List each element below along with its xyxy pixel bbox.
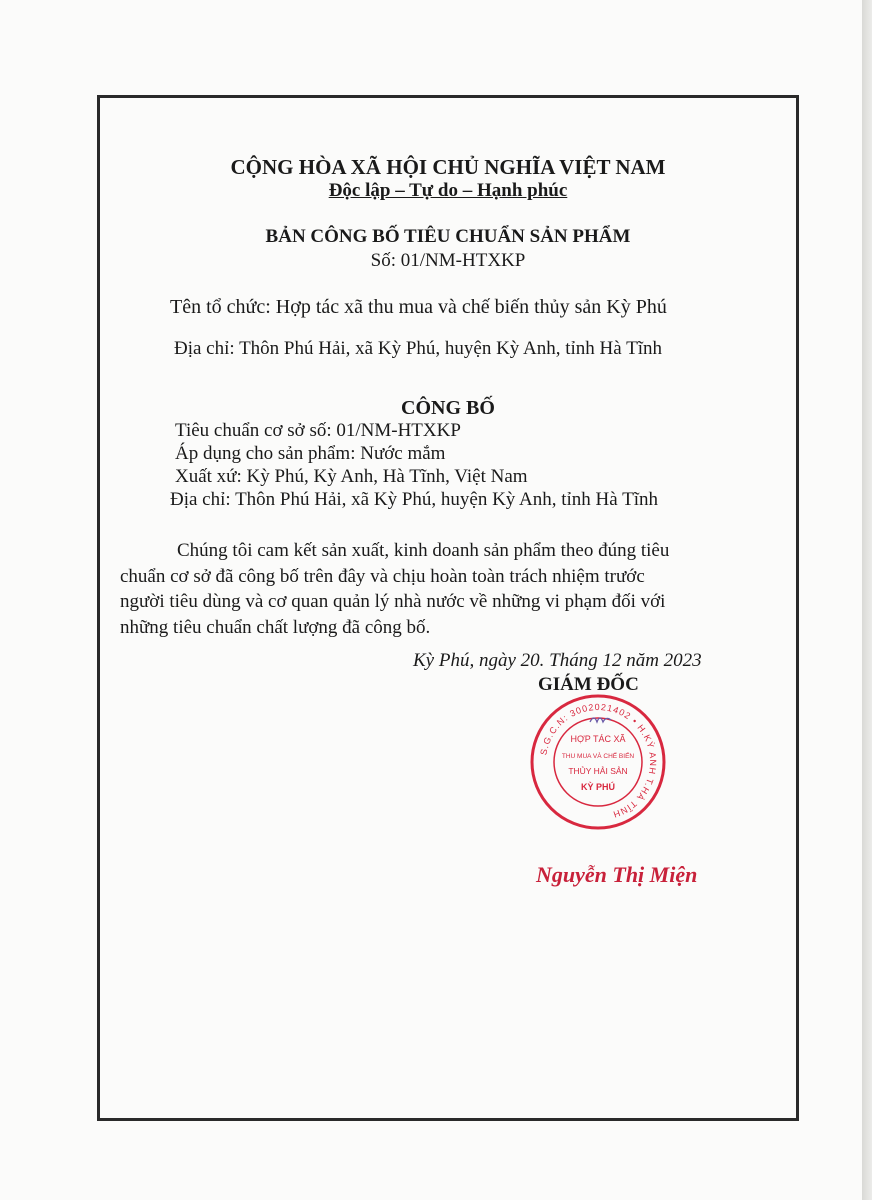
seal-line: KỲ PHÚ xyxy=(580,782,616,792)
seal-line: HỢP TÁC XÃ xyxy=(570,734,626,744)
organization-address: Địa chỉ: Thôn Phú Hải, xã Kỳ Phú, huyện Kỳ Anh, tỉnh Hà Tĩnh xyxy=(174,338,662,359)
announcement-heading: CÔNG BỐ xyxy=(401,397,495,419)
national-motto: Độc lập – Tự do – Hạnh phúc xyxy=(328,180,568,201)
commitment-paragraph xyxy=(120,538,772,640)
commitment-line: Chúng tôi cam kết sản xuất, kinh doanh sản phẩm theo đúng tiêu xyxy=(177,540,670,561)
seal-outer-ring xyxy=(532,696,664,828)
signer-name: Nguyễn Thị Miện xyxy=(536,862,698,887)
production-address: Địa chỉ: Thôn Phú Hải, xã Kỳ Phú, huyện Kỳ Anh, tỉnh Hà Tĩnh xyxy=(170,489,658,510)
signer-position: GIÁM ĐỐC xyxy=(538,674,639,695)
document-title: BẢN CÔNG BỐ TIÊU CHUẨN SẢN PHẨM xyxy=(265,226,631,247)
commitment-line: người tiêu dùng và cơ quan quản lý nhà nước về những vi phạm đối với xyxy=(120,591,666,612)
signature-scribble-icon xyxy=(590,718,611,722)
nation-heading: CỘNG HÒA XÃ HỘI CHỦ NGHĨA VIỆT NAM xyxy=(230,155,666,179)
organization-name: Tên tổ chức: Hợp tác xã thu mua và chế biến thủy sản Kỳ Phú xyxy=(170,296,667,318)
seal-line: THU MUA VÀ CHẾ BIẾN xyxy=(561,753,635,760)
commitment-line: những tiêu chuẩn chất lượng đã công bố. xyxy=(120,616,431,638)
seal-line: THỦY HẢI SẢN xyxy=(568,766,628,776)
page-edge-shadow xyxy=(862,0,872,1200)
standard-number: Tiêu chuẩn cơ sở số: 01/NM-HTXKP xyxy=(175,420,461,441)
commitment-line: chuẩn cơ sở đã công bố trên đây và chịu hoàn toàn trách nhiệm trước xyxy=(120,565,645,587)
seal-graphic xyxy=(528,692,668,832)
place-date-line: Kỳ Phú, ngày 20. Tháng 12 năm 2023 xyxy=(413,650,702,671)
seal-inner-ring xyxy=(554,718,642,806)
product-applied: Áp dụng cho sản phẩm: Nước mắm xyxy=(175,443,446,464)
document-number: Số: 01/NM-HTXKP xyxy=(370,250,526,271)
seal-ring-text: S.G.C.N: 3002021402 • H.KỲ ANH T.HÀ TĨNH xyxy=(538,701,659,820)
product-origin: Xuất xứ: Kỳ Phú, Kỳ Anh, Hà Tĩnh, Việt Nam xyxy=(175,466,528,487)
company-seal xyxy=(528,692,668,832)
